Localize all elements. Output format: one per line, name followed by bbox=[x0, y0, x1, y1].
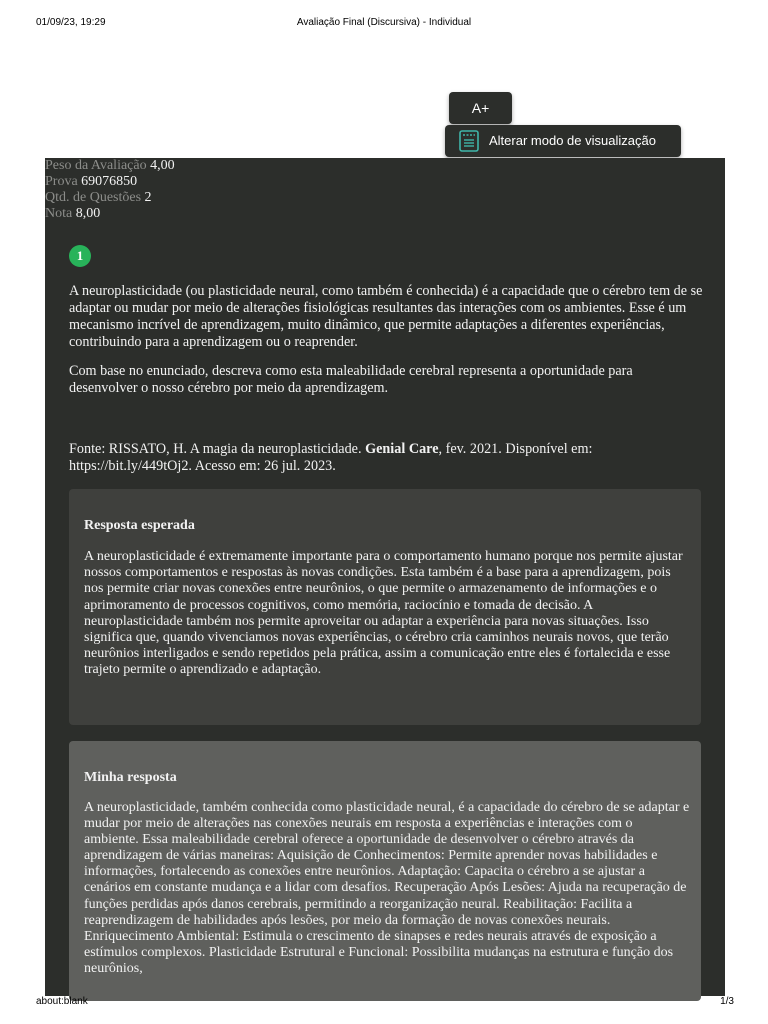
change-view-mode-button[interactable] bbox=[445, 125, 681, 157]
print-title: Avaliação Final (Discursiva) - Individual bbox=[296, 17, 472, 28]
peso-label: Peso da Avaliação bbox=[45, 158, 147, 173]
source-suffix: , fev. 2021. Disponível em: https://bit.ly/449tOj2. Acesso em: 26 jul. 2023. bbox=[69, 441, 593, 474]
source-journal: Genial Care bbox=[365, 441, 439, 457]
nota-value: 8,00 bbox=[75, 206, 101, 221]
print-datetime: 01/09/23, 19:29 bbox=[36, 17, 106, 28]
prova-label: Prova bbox=[45, 174, 78, 189]
print-header bbox=[0, 17, 768, 31]
assessment-info bbox=[45, 158, 725, 224]
info-row-nota bbox=[45, 206, 725, 222]
my-answer-box bbox=[69, 741, 701, 1001]
prova-value: 69076850 bbox=[81, 174, 138, 189]
view-mode-label: Alterar modo de visualização bbox=[489, 133, 656, 148]
increase-font-button[interactable]: A+ bbox=[449, 92, 512, 124]
questoes-value: 2 bbox=[144, 190, 152, 205]
source-prefix: Fonte: RISSATO, H. A magia da neuroplasticidade. bbox=[69, 441, 362, 457]
question-source bbox=[69, 441, 703, 475]
info-row-questoes bbox=[45, 190, 725, 206]
expected-answer-box bbox=[69, 489, 701, 725]
nota-label: Nota bbox=[45, 206, 73, 221]
print-url: about:blank bbox=[36, 996, 88, 1007]
expected-answer-heading: Resposta esperada bbox=[84, 518, 195, 533]
info-row-prova bbox=[45, 174, 725, 190]
info-row-peso bbox=[45, 158, 725, 174]
question-statement: A neuroplasticidade (ou plasticidade neural, como também é conhecida) é a capacidade que o cérebro tem de se adaptar ou mudar por meio de alterações fisiológicas resultantes das interações com os ambientes. Esse é um mecanismo incrível de aprendizagem, muito dinâmico, que permite adaptações a diferentes experiências, contribuindo para a aprendizagem ou o reaprender. bbox=[69, 283, 703, 350]
question-prompt: Com base no enunciado, descreva como esta maleabilidade cerebral representa a oportunidade para desenvolver o nosso cérebro por meio da aprendizagem. bbox=[69, 363, 633, 396]
document-view-icon bbox=[459, 130, 479, 152]
questoes-label: Qtd. de Questões bbox=[45, 190, 142, 205]
my-answer-heading: Minha resposta bbox=[84, 770, 177, 785]
question-number-badge: 1 bbox=[69, 245, 91, 267]
print-page-number: 1/3 bbox=[720, 996, 734, 1007]
peso-value: 4,00 bbox=[150, 158, 175, 173]
print-footer bbox=[0, 996, 768, 1010]
question-card bbox=[45, 224, 725, 996]
my-answer-text: A neuroplasticidade, também conhecida como plasticidade neural, é a capacidade do cérebro de se adaptar e mudar por meio de alterações nas conexões neurais em resposta a experiências e interações com o ambiente. Essa maleabilidade cerebral oferece a oportunidade de desenvolver o cérebro através da aprendizagem de várias maneiras: Aquisição de Conhecimentos: Permite aprender novas habilidades e informações, fortalecendo as conexões entre neurônios. Adaptação: Capacita o cérebro a se ajustar a cenários em constante mudança e a lidar com desafios. Recuperação Após Lesões: Ajuda na recuperação de funções perdidas após danos cerebrais, permitindo a reorganização neural. Reabilitação: Facilita a reaprendizagem de habilidades após lesões, por meio da formação de novas conexões neurais. Enriquecimento Ambiental: Estimula o crescimento de sinapses e redes neurais através de exposição a estímulos complexos. Plasticidade Estrutural e Funcional: Possibilita mudanças na estrutura e função dos neurônios, bbox=[84, 800, 690, 976]
expected-answer-text: A neuroplasticidade é extremamente importante para o comportamento humano porque nos permite ajustar nossos comportamentos e respostas às novas condições. Esta também é a base para a aprendizagem, pois nos permite criar novas conexões entre neurônios, o que permite o armazenamento de informações e o aprimoramento de processos cognitivos, como memória, raciocínio e tomada de decisão. A neuroplasticidade também nos permite aproveitar ou adaptar a experiência para novas situações. Isso significa que, quando vivenciamos novas experiências, o cérebro cria caminhos neurais novos, que terão neurônios interligados e sendo repetidos pela prática, assim a comunicação entre eles é fortalecida e esse trajeto permite o aprendizado e adaptação. bbox=[84, 549, 683, 678]
